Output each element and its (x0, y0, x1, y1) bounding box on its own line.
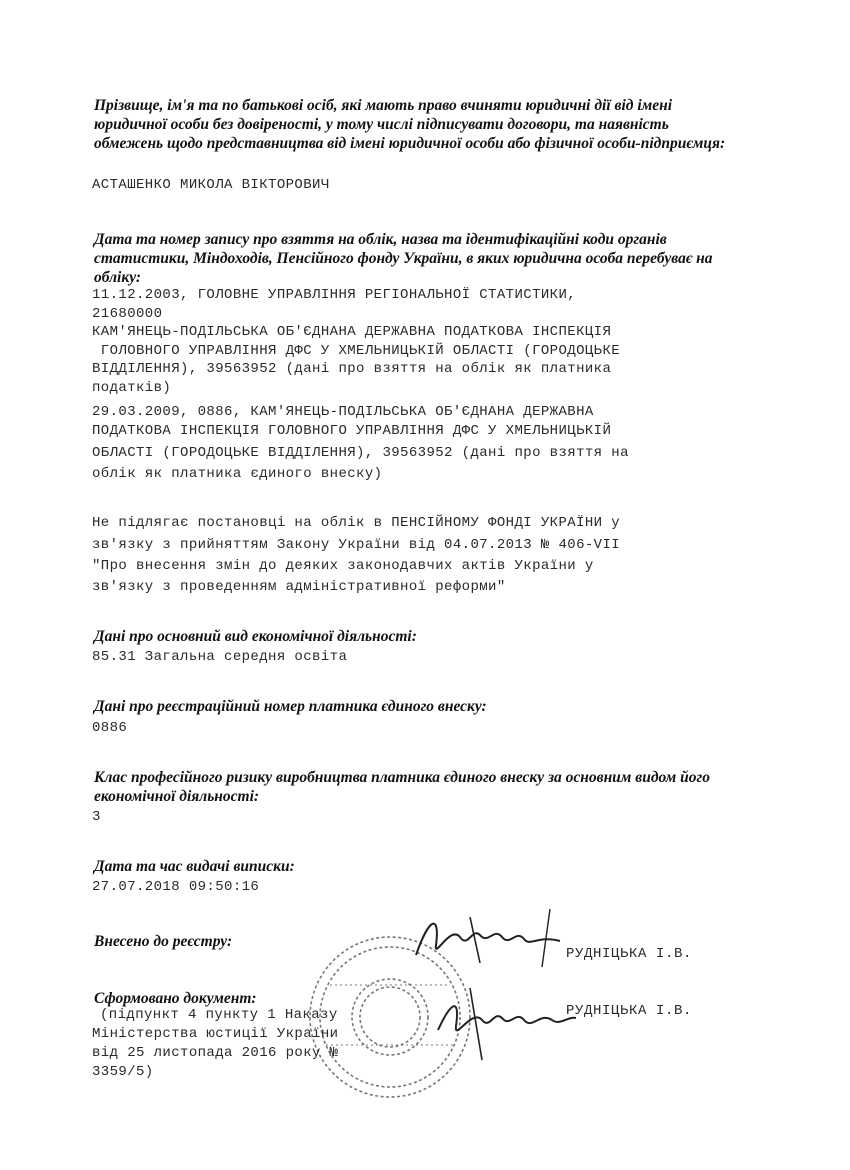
registration-line: ОБЛАСТІ (ГОРОДОЦЬКЕ ВІДДІЛЕННЯ), 39563952 (дані про взяття на (92, 445, 629, 461)
registration-line: ВІДДІЛЕННЯ), 39563952 (дані про взяття на облік як платника (92, 361, 612, 377)
registration-line: облік як платника єдиного внеску) (92, 466, 383, 482)
formed-heading: Сформовано документ: (94, 990, 257, 1007)
signers-value: АСТАШЕНКО МИКОЛА ВІКТОРОВИЧ (92, 177, 330, 193)
pension-note-line: зв'язку з проведенням адміністративної реформи" (92, 579, 506, 595)
registration-line: 21680000 (92, 306, 163, 322)
issue-datetime-value: 27.07.2018 09:50:16 (92, 879, 260, 895)
registration-line: податків) (92, 380, 172, 396)
payer-number-value: 0886 (92, 720, 128, 736)
activity-value: 85.31 Загальна середня освіта (92, 649, 348, 665)
registration-line: 29.03.2009, 0886, КАМ'ЯНЕЦЬ-ПОДІЛЬСЬКА ОБ'ЄДНАНА ДЕРЖАВНА (92, 404, 594, 420)
registration-line: ПОДАТКОВА ІНСПЕКЦІЯ ГОЛОВНОГО УПРАВЛІННЯ ДФС У ХМЕЛЬНИЦЬКІЙ (92, 423, 612, 439)
pension-note-line: зв'язку з прийняттям Закону України від 04.07.2013 № 406-VII (92, 537, 621, 553)
registration-line: КАМ'ЯНЕЦЬ-ПОДІЛЬСЬКА ОБ'ЄДНАНА ДЕРЖАВНА ПОДАТКОВА ІНСПЕКЦІЯ (92, 324, 612, 340)
risk-class-heading: Клас професійного ризику виробництва платника єдиного внеску за основним видом його економічної діяльності: (94, 769, 711, 805)
risk-class-value: 3 (92, 809, 101, 825)
registration-heading: Дата та номер запису про взяття на облік, назва та ідентифікаційні коди органів статистики, Міндоходів, Пенсійного фонду України, в яких юридична особа перебуває на обліку: (94, 231, 713, 286)
entered-heading: Внесено до реєстру: (94, 933, 233, 950)
signers-heading: Прізвище, ім'я та по батькові осіб, які мають право вчиняти юридичні дії від імені юридичної особи без довіреності, у тому числі підписувати договори, та наявність обмежень щодо представництва від імені юридичної особи або фізичної особи-підприємця: (94, 97, 726, 152)
registration-line: ГОЛОВНОГО УПРАВЛІННЯ ДФС У ХМЕЛЬНИЦЬКІЙ ОБЛАСТІ (ГОРОДОЦЬКЕ (92, 343, 621, 359)
entered-signer: РУДНІЦЬКА І.В. (566, 946, 693, 962)
formed-line: від 25 листопада 2016 року № (92, 1045, 339, 1061)
pension-note-line: Не підлягає постановці на облік в ПЕНСІЙНОМУ ФОНДІ УКРАЇНИ у (92, 515, 621, 531)
issue-datetime-heading: Дата та час видачі виписки: (94, 858, 295, 875)
activity-heading: Дані про основний вид економічної діяльності: (94, 628, 417, 645)
formed-line: 3359/5) (92, 1064, 154, 1080)
formed-line: (підпункт 4 пункту 1 Наказу (100, 1007, 338, 1023)
payer-number-heading: Дані про реєстраційний номер платника єдиного внеску: (94, 698, 487, 715)
pension-note-line: "Про внесення змін до деяких законодавчих актів України у (92, 558, 594, 574)
formed-signer: РУДНІЦЬКА І.В. (566, 1003, 693, 1019)
formed-line: Міністерства юстиції України (92, 1026, 339, 1042)
registration-line: 11.12.2003, ГОЛОВНЕ УПРАВЛІННЯ РЕГІОНАЛЬНОЇ СТАТИСТИКИ, (92, 287, 577, 303)
